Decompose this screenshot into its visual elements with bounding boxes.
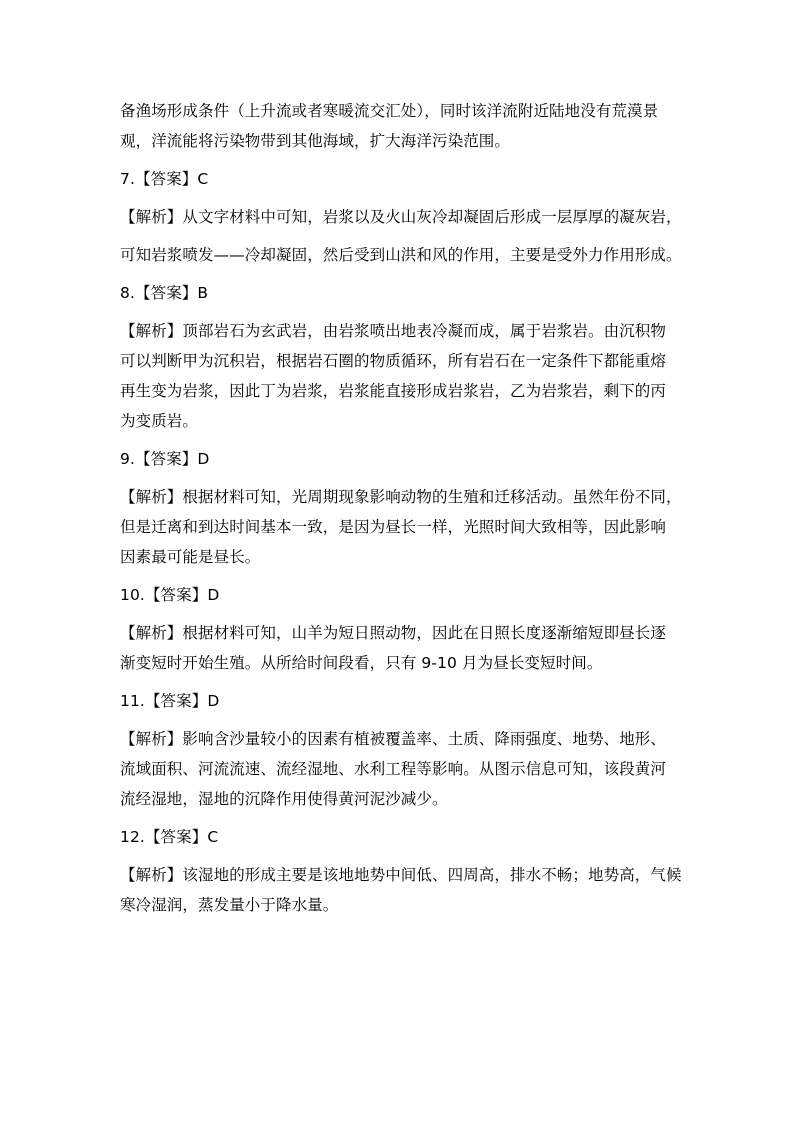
analysis-7-line-1: 【解析】从文字材料中可知，岩浆以及火山灰冷却凝固后形成一层厚厚的凝灰岩， <box>120 208 682 226</box>
analysis-10-line-2: 渐变短时开始生殖。从所给时间段看，只有 9-10 月为昼长变短时间。 <box>120 654 603 672</box>
analysis-8-line-2: 可以判断甲为沉积岩，根据岩石圈的物质循环，所有岩石在一定条件下都能重熔 <box>120 352 667 370</box>
answer-document <box>120 96 680 920</box>
analysis-8-line-1: 【解析】顶部岩石为玄武岩，由岩浆喷出地表冷凝而成，属于岩浆岩。由沉积物 <box>120 322 667 340</box>
analysis-11-line-2: 流域面积、河流流速、流经湿地、水利工程等影响。从图示信息可知，该段黄河 <box>120 760 667 778</box>
answer-8: 8.【答案】B <box>120 284 209 302</box>
answer-12: 12.【答案】C <box>120 828 219 846</box>
intro-line-1: 备渔场形成条件（上升流或者寒暖流交汇处），同时该洋流附近陆地没有荒漠景 <box>120 102 659 120</box>
analysis-8-line-3: 再生变为岩浆，因此丁为岩浆，岩浆能直接形成岩浆岩，乙为岩浆岩，剩下的丙 <box>120 382 667 400</box>
analysis-9-line-3: 因素最可能是昼长。 <box>120 548 261 566</box>
answer-11: 11.【答案】D <box>120 692 220 710</box>
analysis-8-line-4: 为变质岩。 <box>120 412 199 430</box>
analysis-12-line-2: 寒冷湿润，蒸发量小于降水量。 <box>120 896 339 914</box>
answer-9: 9.【答案】D <box>120 450 210 468</box>
answer-10: 10.【答案】D <box>120 586 220 604</box>
analysis-9-line-1: 【解析】根据材料可知，光周期现象影响动物的生殖和迁移活动。虽然年份不同， <box>120 488 682 506</box>
analysis-7-line-2: 可知岩浆喷发——冷却凝固，然后受到山洪和风的作用，主要是受外力作用形成。 <box>120 246 682 264</box>
intro-line-2: 观，洋流能将污染物带到其他海域，扩大海洋污染范围。 <box>120 132 511 150</box>
answer-7: 7.【答案】C <box>120 170 209 188</box>
analysis-10-line-1: 【解析】根据材料可知，山羊为短日照动物，因此在日照长度逐渐缩短即昼长逐 <box>120 624 667 642</box>
analysis-9-line-2: 但是迁离和到达时间基本一致，是因为昼长一样，光照时间大致相等，因此影响 <box>120 518 667 536</box>
analysis-11-line-1: 【解析】影响含沙量较小的因素有植被覆盖率、土质、降雨强度、地势、地形、 <box>120 730 667 748</box>
analysis-11-line-3: 流经湿地，湿地的沉降作用使得黄河泥沙减少。 <box>120 790 448 808</box>
analysis-12-line-1: 【解析】该湿地的形成主要是该地地势中间低、四周高，排水不畅；地势高，气候 <box>120 866 682 884</box>
